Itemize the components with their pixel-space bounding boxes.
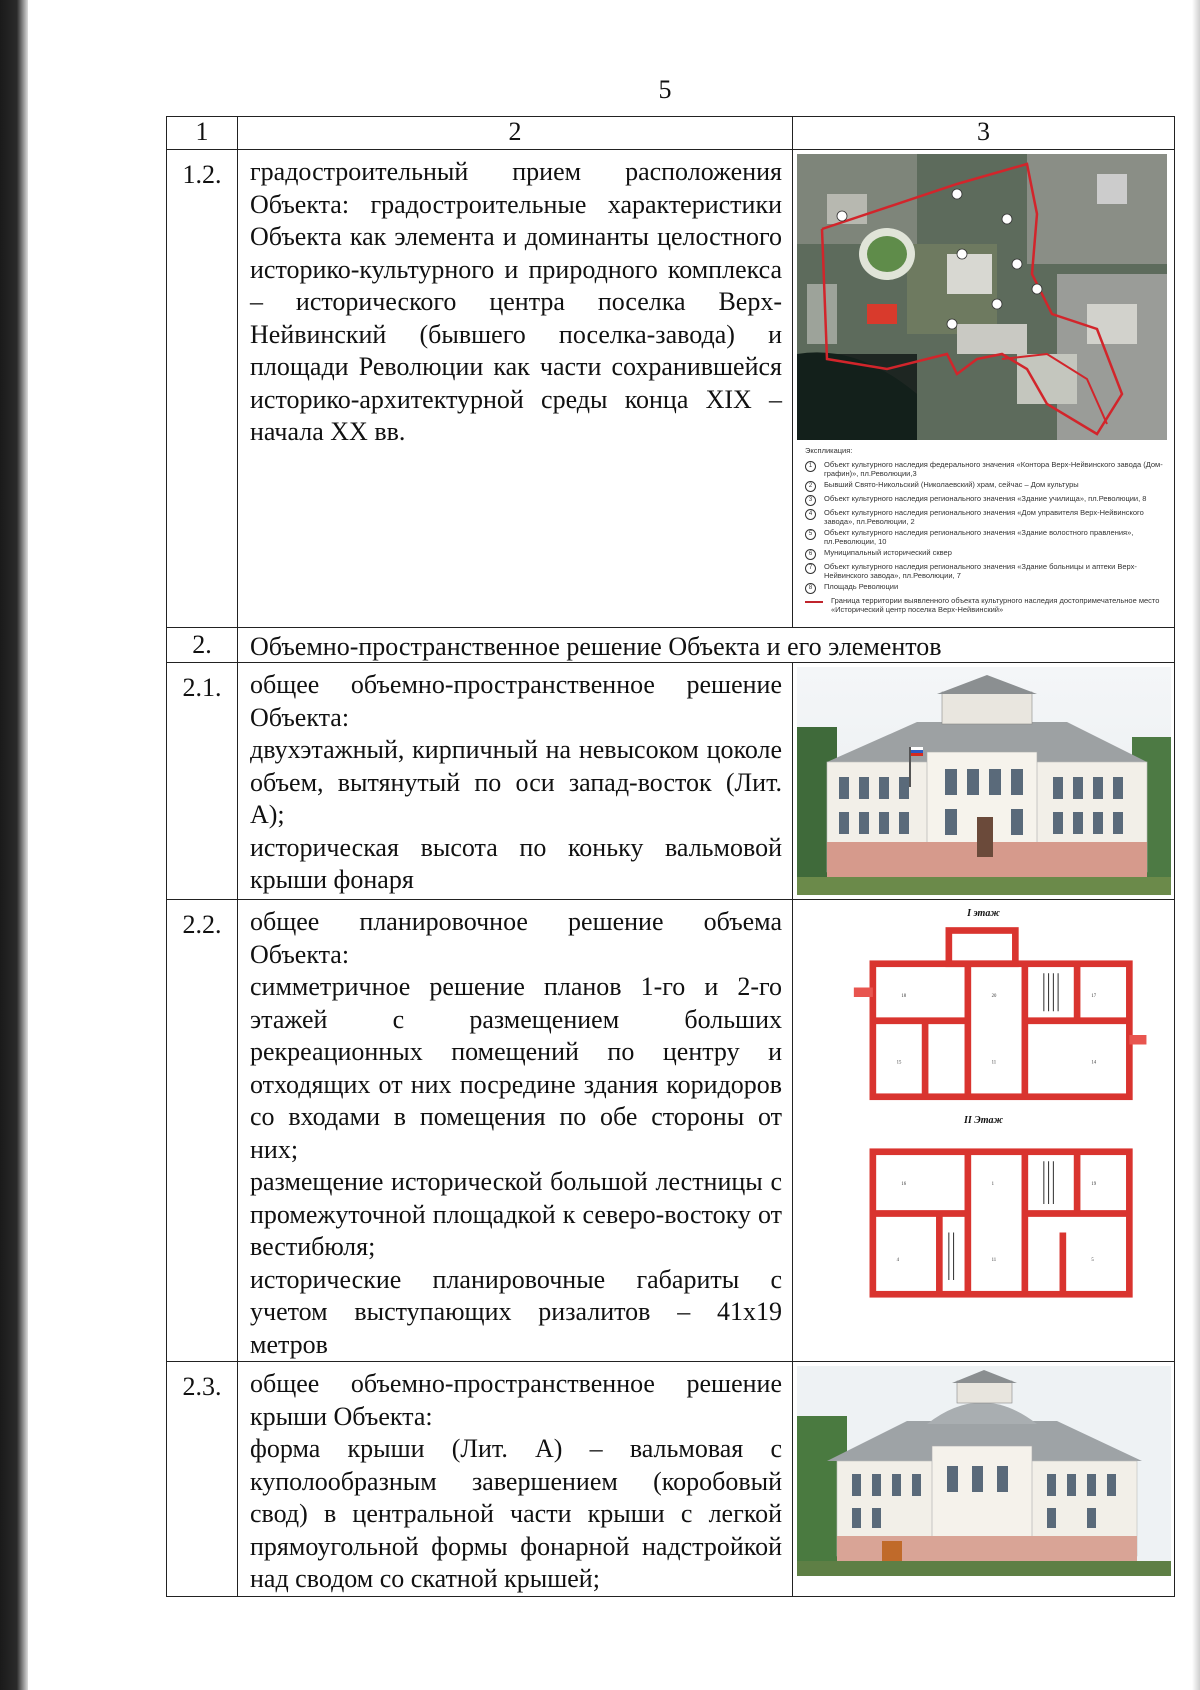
legend-text: Объект культурного наследия регионального значения «Дом управителя Верх-Нейвинского завода», пл.Революции, 2 <box>824 508 1144 526</box>
row-number: 1.2. <box>167 150 238 628</box>
legend-text: Площадь Революции <box>824 582 899 591</box>
floor-plans-cell <box>793 900 1175 1362</box>
map-legend <box>797 440 1170 614</box>
scan-edge-left <box>0 0 28 1690</box>
svg-text:20: 20 <box>991 994 997 999</box>
header-col-1: 1 <box>167 117 238 150</box>
legend-text: Муниципальный исторический сквер <box>824 548 952 557</box>
row-text-paragraph: общее объемно-пространственное решение Объекта: <box>250 670 782 732</box>
svg-text:19: 19 <box>1091 1182 1097 1187</box>
row-text <box>238 1362 793 1597</box>
legend-marker: 2 <box>805 481 816 492</box>
row-number: 2. <box>167 628 238 663</box>
svg-text:1: 1 <box>991 1182 994 1187</box>
table-row-2-3 <box>167 1362 1175 1597</box>
boundary-line-icon <box>805 601 823 603</box>
floor-plan-2 <box>797 1128 1171 1318</box>
svg-text:11: 11 <box>991 1258 997 1263</box>
page-number: 5 <box>658 75 672 104</box>
row-text-paragraph: градостроительный прием расположения Объекта: градостроительные характеристики Объекта как элемента и доминанты целостного историко-культурного и природного комплекса – исторического центра поселка Верх-Нейвинский (бывшего поселка-завода) и площади Революции как части сохранившейся историко-архитектурной среды конца XIX – начала XX вв. <box>250 157 782 446</box>
legend-item <box>805 481 1166 492</box>
legend-item <box>805 583 1166 594</box>
svg-text:5: 5 <box>1091 1258 1094 1263</box>
map-cell <box>793 150 1175 628</box>
legend-marker: 4 <box>805 509 816 520</box>
row-text-paragraph: общее объемно-пространственное решение крыши Объекта: <box>250 1369 782 1431</box>
legend-text: Граница территории выявленного объекта культурного наследия достопримечательное место «Исторический центр поселка Верх-Нейвинский» <box>831 596 1160 614</box>
svg-text:17: 17 <box>1091 994 1097 999</box>
svg-text:16: 16 <box>901 1182 907 1187</box>
legend-text: Объект культурного наследия регионального значения «Здание училища», пл.Революции, 8 <box>824 494 1147 503</box>
row-text <box>238 900 793 1362</box>
scan-edge-right <box>1192 0 1200 1690</box>
svg-text:15: 15 <box>896 1060 902 1066</box>
legend-text: Объект культурного наследия регионального значения «Здание волостного правления», пл.Революции, 10 <box>824 528 1134 546</box>
legend-text: Объект культурного наследия федерального значения «Контора Верх-Нейвинского завода (Дом-графин)», пл.Революции,3 <box>824 460 1163 478</box>
building-facade-photo <box>797 667 1171 895</box>
row-text-paragraph: общее планировочное решение объема Объекта: <box>250 907 782 969</box>
legend-item <box>805 461 1166 478</box>
legend-text: Бывший Свято-Никольский (Николаевский) храм, сейчас – Дом культуры <box>824 480 1079 489</box>
header-col-3: 3 <box>793 117 1175 150</box>
row-number: 2.1. <box>167 663 238 900</box>
table-row-2 <box>167 628 1175 663</box>
legend-item <box>805 495 1166 506</box>
row-text-paragraph: двухэтажный, кирпичный на невысоком цоколе объем, вытянутый по оси запад-восток (Лит. А); <box>250 735 782 829</box>
heritage-table <box>166 116 1175 1597</box>
svg-text:14: 14 <box>1091 1060 1097 1066</box>
table-row-1-2 <box>167 150 1175 628</box>
legend-item <box>805 549 1166 560</box>
table-header-row <box>167 117 1175 150</box>
legend-marker: 8 <box>805 583 816 594</box>
facade-photo-cell <box>793 663 1175 900</box>
row-text <box>238 150 793 628</box>
row-text-paragraph: форма крыши (Лит. А) – вальмовая с куполообразным завершением (коробовый свод) в центральной части крыши с легкой прямоугольной формы фонарной надстройкой над сводом со скатной крышей; <box>250 1434 782 1593</box>
floor-plan-1 <box>797 921 1171 1111</box>
legend-marker: 1 <box>805 461 816 472</box>
aerial-map-image <box>797 154 1167 440</box>
plan-title-floor-2: II Этаж <box>963 1115 1004 1126</box>
row-text-paragraph: симметричное решение планов 1-го и 2-го этажей с размещением больших рекреационных помещений по центру и отходящих от них посредине здания коридоров со входами в помещения по обе стороны от них; <box>250 972 782 1164</box>
row-number: 2.3. <box>167 1362 238 1597</box>
legend-marker: 6 <box>805 549 816 560</box>
row-text <box>238 663 793 900</box>
table-row-2-2 <box>167 900 1175 1362</box>
legend-marker: 3 <box>805 495 816 506</box>
legend-marker: 7 <box>805 563 816 574</box>
svg-text:11: 11 <box>991 1060 997 1066</box>
table-row-2-1 <box>167 663 1175 900</box>
row-number: 2.2. <box>167 900 238 1362</box>
legend-item <box>805 563 1166 580</box>
legend-item <box>805 529 1166 546</box>
legend-marker: 5 <box>805 529 816 540</box>
section-title: Объемно-пространственное решение Объекта и его элементов <box>238 628 1175 663</box>
legend-text: Объект культурного наследия регионального значения «Здание больницы и аптеки Верх-Нейвинского завода», пл.Революции, 7 <box>824 562 1137 580</box>
legend-item <box>805 509 1166 526</box>
row-text-paragraph: историческая высота по коньку вальмовой крыши фонаря <box>250 832 782 894</box>
row-text-paragraph: исторические планировочные габариты с учетом выступающих ризалитов – 41х19 метров <box>250 1264 782 1359</box>
plan-title-floor-1: I этаж <box>967 908 1000 919</box>
building-roof-photo <box>797 1366 1171 1576</box>
svg-text:4: 4 <box>896 1258 899 1263</box>
row-text-paragraph: размещение исторической большой лестницы с промежуточной площадкой к северо-востоку от вестибюля; <box>250 1167 782 1261</box>
roof-photo-cell <box>793 1362 1175 1597</box>
svg-text:18: 18 <box>901 994 907 999</box>
legend-title: Экспликация: <box>805 446 853 455</box>
legend-boundary <box>805 597 1166 614</box>
header-col-2: 2 <box>238 117 793 150</box>
